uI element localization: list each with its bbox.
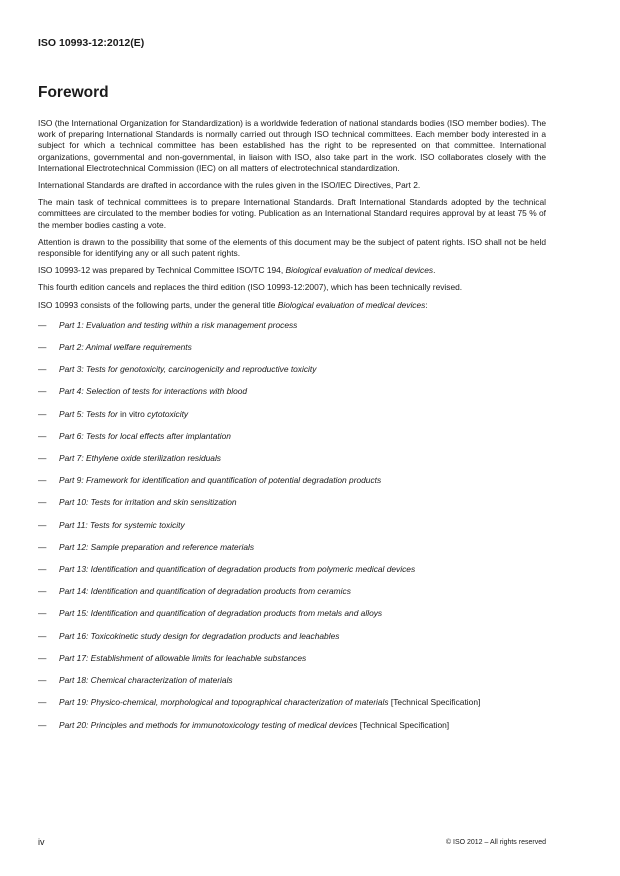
list-item: — Part 9: Framework for identification and quantification of potential degradation products [38, 475, 382, 486]
list-item: — Part 10: Tests for irritation and skin sensitization [38, 497, 237, 508]
paragraph-parts-intro: ISO 10993 consists of the following parts, under the general title Biological evaluation of medical devices: [38, 299, 428, 310]
list-item: — Part 18: Chemical characterization of materials [38, 675, 233, 686]
list-item: — Part 16: Toxicokinetic study design for degradation products and leachables [38, 630, 340, 641]
list-item: — Part 1: Evaluation and testing within a risk management process [38, 319, 298, 330]
paragraph-iso-intro: ISO (the International Organization for Standardization) is a worldwide federation of national standards bodies (ISO member bodies). The work of preparing International Standards is normally carried out through ISO technical committees. Each member body interested in a subject for which a technical committee has been established has the right to be represented on that committee. International organizations, governmental and non-governmental, in liaison with ISO, also take part in the work. ISO collaborates closely with the International Electrotechnical Commission (IEC) on all matters of electrotechnical standardization. [38, 118, 546, 173]
list-item: — Part 7: Ethylene oxide sterilization residuals [38, 453, 221, 464]
list-item: — Part 17: Establishment of allowable limits for leachable substances [38, 652, 307, 663]
paragraph-patent-rights: Attention is drawn to the possibility that some of the elements of this document may be the subject of patent rights. ISO shall not be held responsible for identifying any or all such patent rights. [38, 236, 546, 259]
list-item: — Part 4: Selection of tests for interactions with blood [38, 386, 248, 397]
paragraph-main-task: The main task of technical committees is to prepare International Standards. Draft International Standards adopted by the technical committees are circulated to the member bodies for voting. Publication as an International Standard requires approval by at least 75 % of the member bodies casting a vote. [38, 197, 546, 230]
document-identifier: ISO 10993-12:2012(E) [38, 37, 145, 49]
document-page [38, 0, 546, 876]
list-item: — Part 20: Principles and methods for immunotoxicology testing of medical devices [Technical Specification] [38, 719, 450, 730]
copyright-notice: © ISO 2012 – All rights reserved [445, 839, 546, 846]
page-title: Foreword [38, 84, 109, 101]
page-number: iv [38, 837, 45, 847]
list-item: — Part 12: Sample preparation and reference materials [38, 541, 255, 552]
paragraph-prepared-by: ISO 10993-12 was prepared by Technical Committee ISO/TC 194, Biological evaluation of medical devices. [38, 265, 436, 276]
list-item: — Part 2: Animal welfare requirements [38, 342, 192, 353]
list-item: — Part 5: Tests for in vitro cytotoxicity [38, 408, 189, 419]
parts-list [38, 320, 546, 731]
list-item: — Part 11: Tests for systemic toxicity [38, 519, 185, 530]
list-item: — Part 14: Identification and quantification of degradation products from ceramics [38, 586, 351, 597]
list-item: — Part 13: Identification and quantification of degradation products from polymeric medical devices [38, 564, 416, 575]
paragraph-edition: This fourth edition cancels and replaces the third edition (ISO 10993-12:2007), which has been technically revised. [38, 282, 463, 293]
foreword-body [38, 118, 546, 742]
list-item: — Part 15: Identification and quantification of degradation products from metals and alloys [38, 608, 383, 619]
paragraph-drafting-rules: International Standards are drafted in accordance with the rules given in the ISO/IEC Directives, Part 2. [38, 180, 421, 191]
list-item: — Part 3: Tests for genotoxicity, carcinogenicity and reproductive toxicity [38, 364, 317, 375]
list-item: — Part 6: Tests for local effects after implantation [38, 430, 231, 441]
list-item: — Part 19: Physico-chemical, morphological and topographical characterization of materials [Technical Specification] [38, 697, 481, 708]
